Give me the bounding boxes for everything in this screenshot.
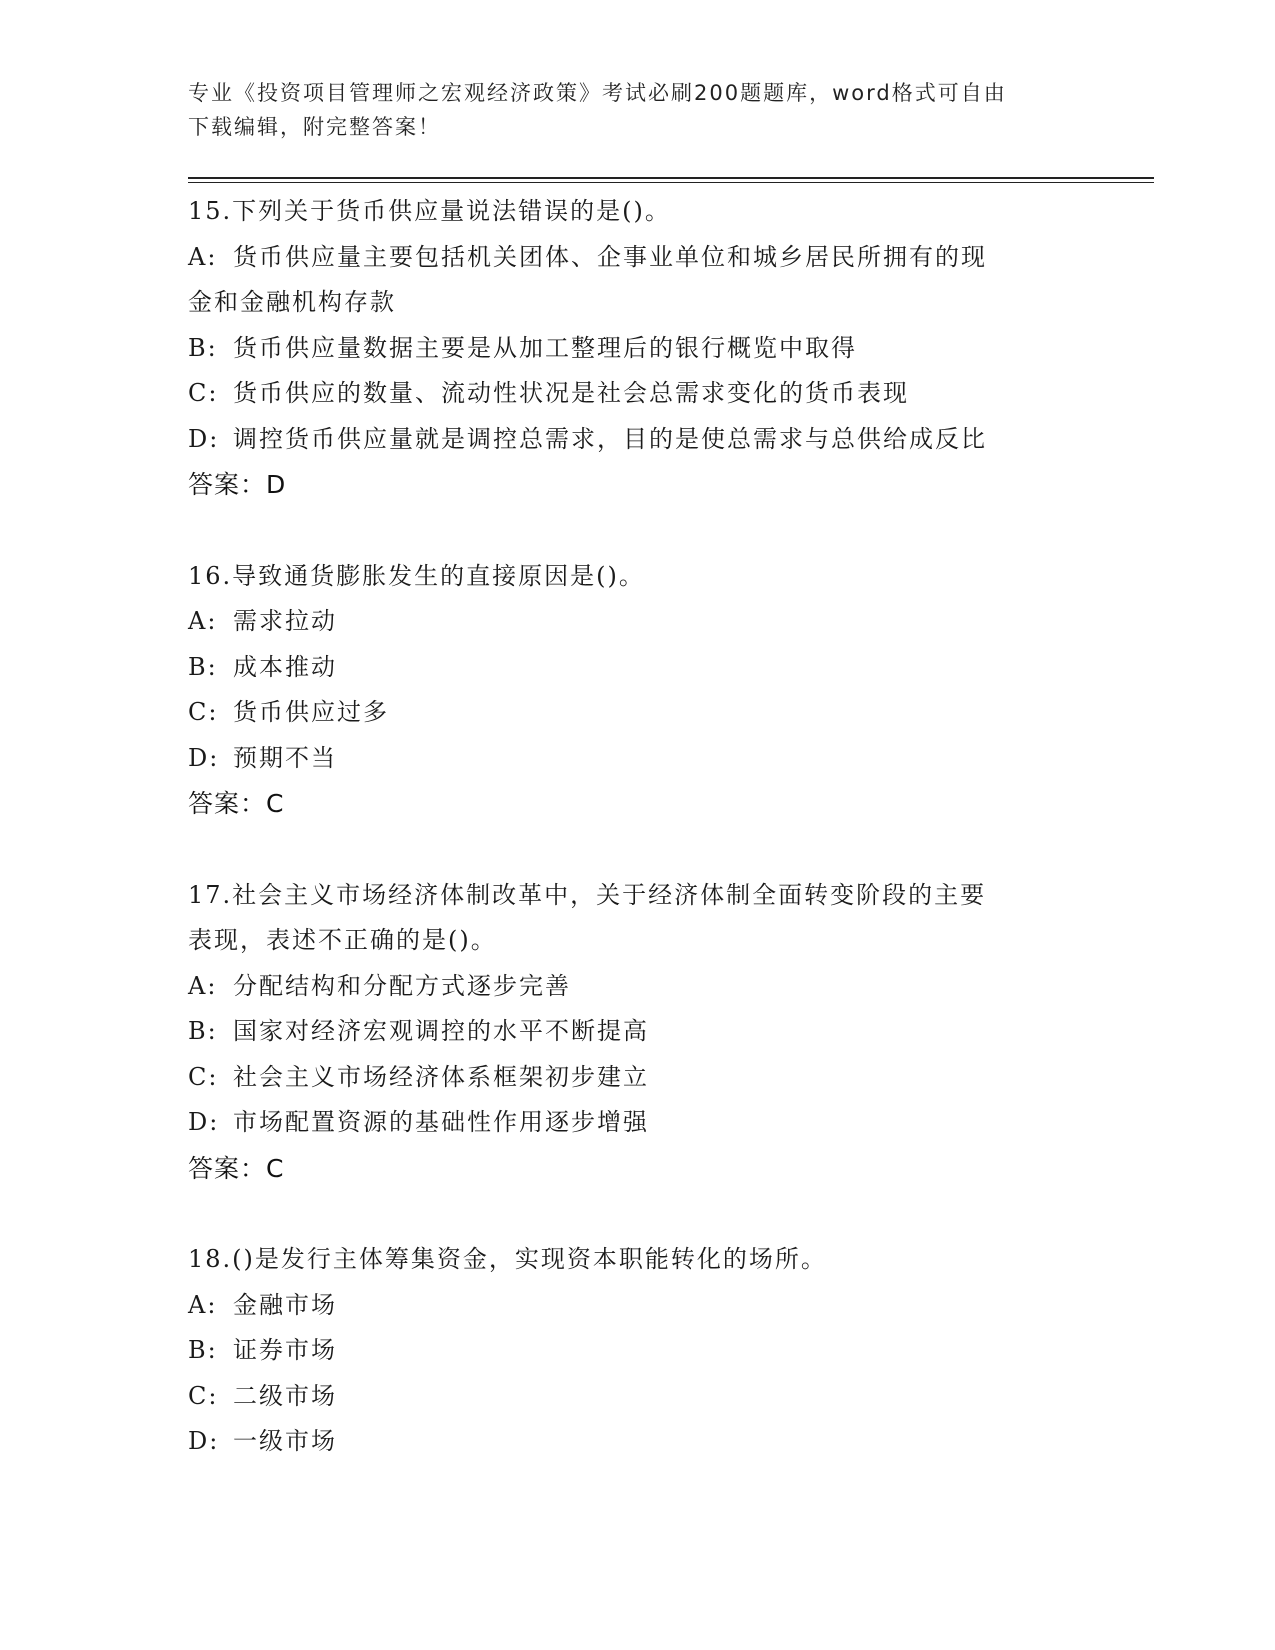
answer-line: 答案：D	[188, 470, 287, 499]
option-label: C:	[188, 1381, 219, 1410]
option-label: A:	[188, 242, 218, 271]
option-text: 分配结构和分配方式逐步完善	[233, 971, 571, 1000]
question-stem: 17.社会主义市场经济体制改革中，关于经济体制全面转变阶段的主要	[188, 880, 987, 909]
option-line	[188, 599, 1088, 645]
option-text: 证券市场	[233, 1336, 337, 1364]
option-text: 需求拉动	[233, 607, 337, 635]
option-line	[188, 1419, 1088, 1465]
header-divider	[188, 177, 1154, 179]
option-text: 货币供应过多	[233, 698, 389, 726]
question-stem: 16.导致通货膨胀发生的直接原因是()。	[188, 561, 645, 590]
option-line	[188, 326, 1088, 372]
option-text: 货币供应量数据主要是从加工整理后的银行概览中取得	[233, 333, 857, 362]
option-label: D:	[188, 743, 220, 772]
option-line	[188, 690, 1088, 736]
option-text: 成本推动	[233, 652, 337, 681]
option-text: 调控货币供应量就是调控总需求，目的是使总需求与总供给成反比	[233, 424, 987, 453]
option-line	[188, 964, 1088, 1010]
option-label: B:	[188, 652, 218, 681]
option-label: B:	[188, 333, 218, 362]
option-text: 二级市场	[233, 1381, 337, 1410]
question-list	[188, 189, 1088, 1511]
answer-line: 答案：C	[188, 1153, 285, 1183]
option-text: 国家对经济宏观调控的水平不断提高	[233, 1017, 649, 1045]
option-label: C:	[188, 698, 219, 726]
option-label: C:	[188, 1062, 219, 1091]
option-text: 金和金融机构存款	[188, 288, 396, 316]
option-text: 一级市场	[233, 1427, 337, 1455]
option-line	[188, 1374, 1088, 1420]
option-text: 市场配置资源的基础性作用逐步增强	[233, 1108, 649, 1136]
option-label: A:	[188, 971, 218, 1000]
option-line	[188, 1283, 1088, 1329]
option-text: 货币供应量主要包括机关团体、企事业单位和城乡居民所拥有的现	[233, 242, 987, 271]
question-stem: 18.()是发行主体筹集资金，实现资本职能转化的场所。	[188, 1245, 827, 1273]
option-line	[188, 1009, 1088, 1055]
option-line	[188, 1328, 1088, 1374]
option-label: A:	[188, 607, 218, 635]
option-line	[188, 280, 1088, 326]
option-line	[188, 645, 1088, 691]
header-line: 专业《投资项目管理师之宏观经济政策》考试必刷200题题库，word格式可自由	[188, 81, 1007, 105]
option-line	[188, 1100, 1088, 1146]
option-text: 金融市场	[233, 1290, 337, 1319]
option-label: B:	[188, 1017, 218, 1045]
question-block	[188, 554, 1088, 827]
question-stem: 表现，表述不正确的是()。	[188, 926, 497, 954]
question-block	[188, 873, 1088, 1192]
option-line	[188, 736, 1088, 782]
option-label: B:	[188, 1336, 218, 1364]
question-block	[188, 1237, 1088, 1465]
option-label: D:	[188, 1427, 220, 1455]
option-text: 社会主义市场经济体系框架初步建立	[233, 1062, 649, 1091]
option-line	[188, 417, 1088, 463]
option-line	[188, 371, 1088, 417]
option-label: C:	[188, 379, 219, 407]
question-stem: 15.下列关于货币供应量说法错误的是()。	[188, 197, 671, 225]
header-divider-thin	[188, 182, 1154, 183]
option-label: D:	[188, 424, 220, 453]
question-block	[188, 189, 1088, 508]
option-label: D:	[188, 1108, 220, 1136]
option-label: A:	[188, 1290, 218, 1319]
option-text: 货币供应的数量、流动性状况是社会总需求变化的货币表现	[233, 379, 909, 407]
answer-line: 答案：C	[188, 789, 285, 818]
document-header	[188, 76, 1088, 144]
option-line	[188, 1055, 1088, 1101]
header-line: 下载编辑，附完整答案！	[188, 115, 441, 139]
option-text: 预期不当	[233, 743, 337, 772]
option-line	[188, 235, 1088, 281]
